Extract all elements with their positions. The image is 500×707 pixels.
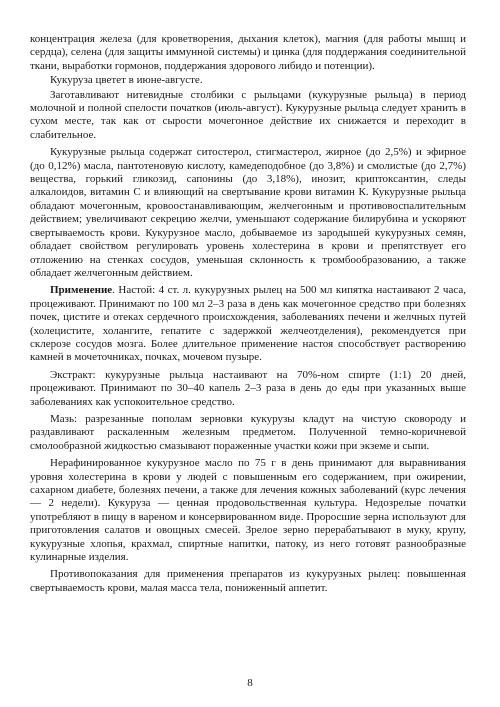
application-heading: Применение [50,284,113,297]
paragraph-ointment: Мазь: разрезанные пополам зерновки кукурузы кладут на чистую сковороду и раздавливают раскаленным железным предметом. Полученной темно-коричневой смолообразной жидкостью смазывают пораженные участки кожи при экземе и сыпи. [30,412,466,452]
paragraph-contraindications: Противопоказания для применения препаратов из кукурузных рылец: повышенная свертываемость крови, малая масса тела, пониженный аппетит. [30,568,466,594]
paragraph-minerals: концентрация железа (для кроветворения, дыхания клеток), магния (для работы мышц и сердца), селена (для защиты иммунной системы) и цинка (для поддержания соединительной ткани, выработки гормонов, поддержания здорового либидо и потенции). [30,33,466,72]
page-number: 8 [247,677,253,689]
paragraph-flowering: Кукуруза цветет в июне-августе. [50,74,203,87]
paragraph-harvesting: Заготавливают нитевидные столбики с рыльцами (кукурузные рыльца) в период молочной и полной спелости початков (июль-август). Кукурузные рыльца следует хранить в сухом месте, так как от сырости мочегонное действие их снижается и переходит в слабительное. [30,88,466,141]
body-text [30,33,466,595]
paragraph-extract: Экстракт: кукурузные рыльца настаивают на 70%-ном спирте (1:1) 20 дней, процеживают. Принимают по 30–40 капель 2–3 раза в день до еды при указанных выше заболеваниях как успокоительное средство. [30,368,466,408]
paragraph-application [30,284,466,364]
paragraph-composition: Кукурузные рыльца содержат ситостерол, стигмастерол, жирное (до 2,5%) и эфирное (до 0,12%) масла, пантотеновую кислоту, камедеподобное (до 3,8%) и смолистые (до 2,7%) вещества, горький гликозид, сапонины (до 3,18%), инозит, криптоксантин, следы алкалоидов, витамин С и влияющий на свертывание крови витамин К. Кукурузные рыльца обладают мочегонным, кровоостанавливающим, желчегонным и противовоспалительным действием; увеличивают секрецию желчи, уменьшают содержание билирубина и ускоряют свертываемость крови. Кукурузное масло, добываемое из зародышей кукурузных семян, обладает свойством регулировать уровень холестерина в крови и препятствует его отложению на стенках сосудов, уменьшая склонность к тромбообразованию, а также обладает желчегонным действием. [30,146,466,279]
application-text: . Настой: 4 ст. л. кукурузных рылец на 500 мл кипятка настаивают 2 часа, процеживают. Принимают по 100 мл 2–3 раза в день как мочегонное средство при болезнях почек, цистите и отеках сердечного происхождения, заболеваниях печени и желчных путей (холецистите, холангите, гепатите с задержкой желчеотделения), рекомендуется при склерозе сосудов мозга. Более длительное применение настоя способствует растворению камней в мочеточниках, почках, мочевом пузыре. [30,284,466,364]
paragraph-corn-oil: Нерафинированное кукурузное масло по 75 г в день принимают для выравнивания уровня холестерина в крови у людей с повышенным его содержанием, при ожирении, сахарном диабете, болезнях печени, а также для лечения кожных заболеваний (курс лечения — 2 недели). Кукуруза — ценная продовольственная культура. Недозрелые початки употребляют в пищу в вареном и консервированном виде. Проросшие зерна используют для приготовления салатов и овощных смесей. Зрелое зерно перерабатывают в муку, крупу, кукурузные хлопья, крахмал, спиртные напитки, патоку, из него готовят разнообразные кулинарные изделия. [30,457,466,564]
